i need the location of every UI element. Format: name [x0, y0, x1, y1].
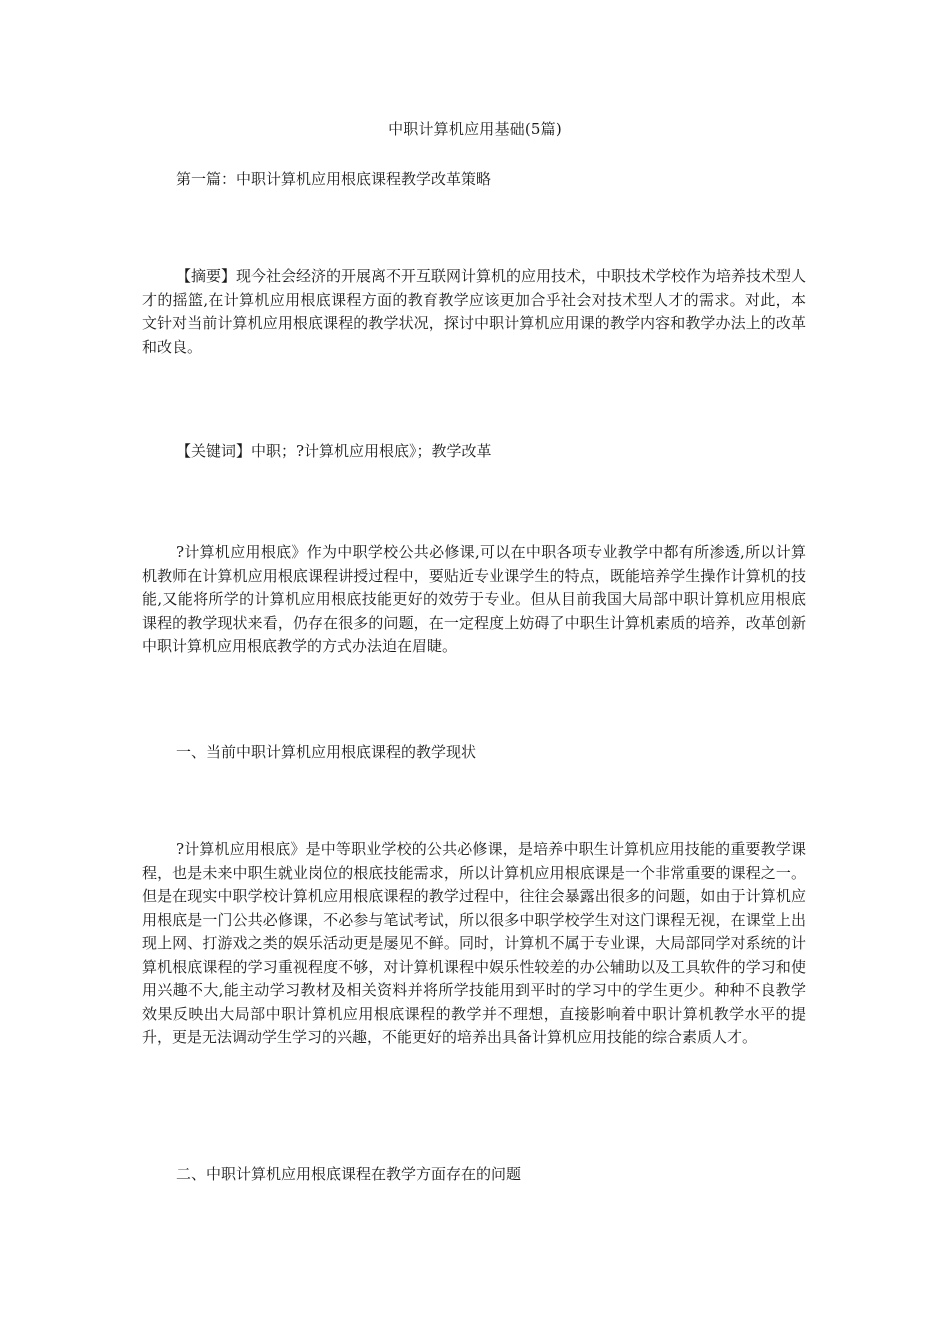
subheading-one: 一、当前中职计算机应用根底课程的教学现状 — [176, 743, 477, 761]
section-heading: 第一篇：中职计算机应用根底课程教学改革策略 — [176, 170, 492, 188]
intro-paragraph: ?计算机应用根底》作为中职学校公共必修课,可以在中职各项专业教学中都有所渗透,所以计算机教师在计算机应用根底课程讲授过程中，要贴近专业课学生的特点，既能培养学生操作计算机的技能,又能将所学的计算机应用根底技能更好的效劳于专业。但从目前我国大局部中职计算机应用根底课程的教学现状来看，仍存在很多的问题，在一定程度上妨碍了中职生计算机素质的培养，改革创新中职计算机应用根底教学的方式办法迫在眉睫。 — [142, 543, 806, 655]
keywords-line: 【关键词】中职；?计算机应用根底》；教学改革 — [176, 442, 492, 460]
document-title: 中职计算机应用基础(5篇) — [388, 120, 562, 138]
abstract-paragraph: 【摘要】现今社会经济的开展离不开互联网计算机的应用技术，中职技术学校作为培养技术型人才的摇篮,在计算机应用根底课程方面的教育教学应该更加合乎社会对技术型人才的需求。对此，本文针对当前计算机应用根底课程的教学状况，探讨中职计算机应用课的教学内容和教学办法上的改革和改良。 — [142, 267, 807, 356]
body-paragraph-one: ?计算机应用根底》是中等职业学校的公共必修课，是培养中职生计算机应用技能的重要教学课程，也是未来中职生就业岗位的根底技能需求，所以计算机应用根底课是一个非常重要的课程之一。但是在现实中职学校计算机应用根底课程的教学过程中，往往会暴露出很多的问题，如由于计算机应用根底是一门公共必修课，不必参与笔试考试，所以很多中职学校学生对这门课程无视，在课堂上出现上网、打游戏之类的娱乐活动更是屡见不鲜。同时，计算机不属于专业课，大局部同学对系统的计算机根底课程的学习重视程度不够，对计算机课程中娱乐性较差的办公辅助以及工具软件的学习和使用兴趣不大,能主动学习教材及相关资料并将所学技能用到平时的学习中的学生更少。种种不良教学效果反映出大局部中职计算机应用根底课程的教学并不理想，直接影响着中职计算机教学水平的提升，更是无法调动学生学习的兴趣，不能更好的培养出具备计算机应用技能的综合素质人才。 — [142, 840, 806, 1046]
subheading-two: 二、中职计算机应用根底课程在教学方面存在的问题 — [176, 1165, 522, 1183]
